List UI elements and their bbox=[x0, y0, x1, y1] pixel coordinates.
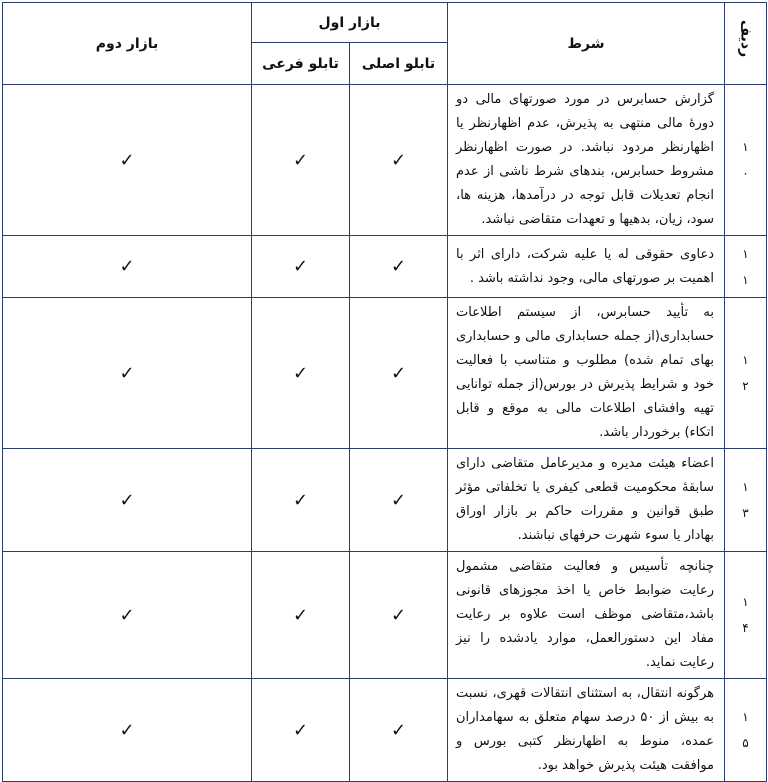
check-mark-icon: ✓ bbox=[3, 449, 252, 552]
check-mark-icon: ✓ bbox=[252, 298, 350, 449]
check-mark-icon: ✓ bbox=[252, 236, 350, 298]
row-number: ۱ ۰ bbox=[725, 85, 767, 236]
check-mark-icon: ✓ bbox=[3, 85, 252, 236]
check-mark-icon: ✓ bbox=[350, 85, 448, 236]
condition-header: شرط bbox=[448, 3, 725, 85]
check-mark-icon: ✓ bbox=[3, 552, 252, 679]
table-row bbox=[3, 449, 767, 552]
row-number: ۱ ۱ bbox=[725, 236, 767, 298]
row-number: ۱ ۲ bbox=[725, 298, 767, 449]
check-mark-icon: ✓ bbox=[350, 449, 448, 552]
table-row bbox=[3, 298, 767, 449]
row-number: ۱ ۴ bbox=[725, 552, 767, 679]
check-mark-icon: ✓ bbox=[252, 449, 350, 552]
second-market-header: بازار دوم bbox=[3, 3, 252, 85]
condition-text: هرگونه انتقال، به استثنای انتقالات قهری، نسبت به بیش از ۵۰ درصد سهام متعلق به سهامداران عمده، منوط به اظهارنظر کتبی بورس و موافقت هیئت پذیرش خواهد بود. bbox=[448, 679, 725, 782]
listing-conditions-table bbox=[2, 2, 767, 782]
check-mark-icon: ✓ bbox=[252, 679, 350, 782]
check-mark-icon: ✓ bbox=[252, 85, 350, 236]
condition-text: گزارش حسابرس در مورد صورتهای مالی دو دورهٔ مالی منتهی به پذیرش، عدم اظهارنظر یا اظهارنظر مردود نباشد. در صورت اظهارنظر مشروط حسابرس، بندهای شرط ناشی از عدم انجام تعدیلات قابل توجه در درآمدها، هزینه ها، سود، زیان، بدهیها و تعهدات متقاضی نباشد. bbox=[448, 85, 725, 236]
condition-text: دعاوی حقوقی له یا علیه شرکت، دارای اثر با اهمیت بر صورتهای مالی، وجود نداشته باشد . bbox=[448, 236, 725, 298]
condition-text: چنانچه تأسیس و فعالیت متقاضی مشمول رعایت ضوابط خاص یا اخذ مجوزهای قانونی باشد،متقاضی موظف است علاوه بر رعایت مفاد این دستورالعمل، موارد یادشده را نیز رعایت نماید. bbox=[448, 552, 725, 679]
row-number-header: ردیف bbox=[725, 3, 767, 85]
sub-board-header: تابلو فرعی bbox=[252, 43, 350, 85]
check-mark-icon: ✓ bbox=[252, 552, 350, 679]
row-number: ۱ ۳ bbox=[725, 449, 767, 552]
condition-text: به تأیید حسابرس، از سیستم اطلاعات حسابداری(از جمله حسابداری مالی و حسابداری بهای تمام شده) مطلوب و متناسب با فعالیت خود و شرایط پذیرش در بورس(از جمله توانایی تهیه وافشای اطلاعات مالی به موقع و قابل اتکاء) برخوردار باشد. bbox=[448, 298, 725, 449]
check-mark-icon: ✓ bbox=[350, 236, 448, 298]
check-mark-icon: ✓ bbox=[3, 298, 252, 449]
table-row bbox=[3, 679, 767, 782]
first-market-header: بازار اول bbox=[252, 3, 448, 43]
table-row bbox=[3, 552, 767, 679]
check-mark-icon: ✓ bbox=[3, 679, 252, 782]
check-mark-icon: ✓ bbox=[350, 552, 448, 679]
check-mark-icon: ✓ bbox=[3, 236, 252, 298]
check-mark-icon: ✓ bbox=[350, 679, 448, 782]
table-row bbox=[3, 85, 767, 236]
main-board-header: تابلو اصلی bbox=[350, 43, 448, 85]
condition-text: اعضاء هیئت مدیره و مدیرعامل متقاضی دارای سابقهٔ محکومیت قطعی کیفری یا تخلفاتی مؤثر طبق قوانین و مقررات حاکم بر بازار اوراق بهادار یا سوء شهرت حرفهای نباشند. bbox=[448, 449, 725, 552]
check-mark-icon: ✓ bbox=[350, 298, 448, 449]
table-row bbox=[3, 236, 767, 298]
row-number: ۱ ۵ bbox=[725, 679, 767, 782]
